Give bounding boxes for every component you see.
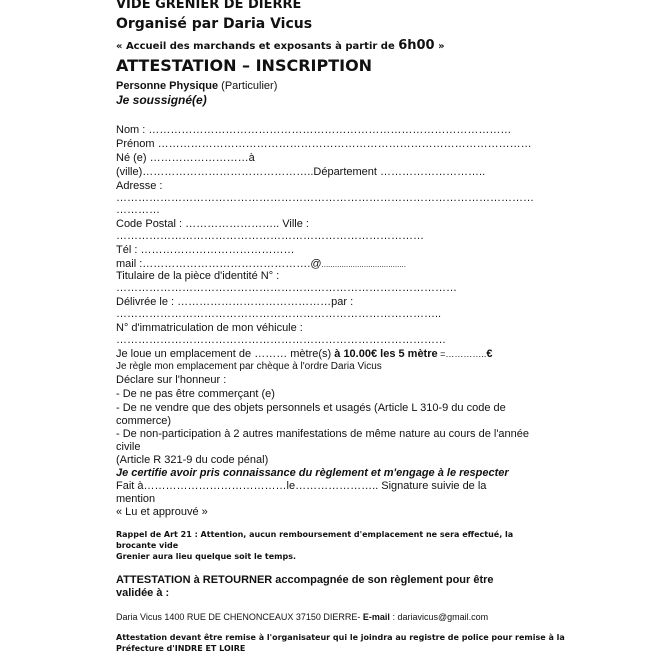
person-type-paren: (Particulier)	[218, 80, 278, 92]
event-title: VIDE GRENIER DE DIERRE	[116, 0, 302, 12]
mail-field	[116, 258, 406, 270]
address-line-2: …………	[116, 204, 160, 216]
refund-notice-line-3: Grenier aura lieu quelque soit le temps.	[116, 552, 297, 561]
declaration-item-2b: commerce)	[116, 415, 172, 427]
undersigned-label: Je soussigné(e)	[116, 93, 207, 107]
issued-field: Délivrée le : ……………………………………par :	[116, 296, 354, 308]
form-title: ATTESTATION – INSCRIPTION	[116, 56, 373, 75]
welcome-line	[116, 38, 445, 53]
issued-line: ……………………………………………………………………………..	[116, 308, 442, 320]
mail-suffix: ......................................	[321, 260, 406, 269]
signature-place-date: Fait à…………………………………le………………….. Signature suivie de la	[116, 480, 487, 492]
read-approved-label: « Lu et approuvé »	[116, 506, 208, 518]
address-label: Adresse :	[116, 180, 163, 192]
mail-at: @	[310, 258, 322, 270]
id-card-line: …………………………………………………………………………………	[116, 282, 457, 294]
rental-euro: €	[486, 348, 493, 360]
postal-code-field: Code Postal : …………………….. Ville :	[116, 218, 309, 230]
organizer-address	[116, 612, 488, 622]
police-notice-line-1: Attestation devant être remise à l'organisateur qui le joindra au registre de police pour remise à la	[116, 633, 565, 642]
email-value: : dariavicus@gmail.com	[389, 612, 489, 622]
declaration-item-1: - De ne pas être commerçant (e)	[116, 388, 275, 400]
rental-price: à 10.00€ les 5 mètre	[334, 348, 438, 360]
person-type-bold: Personne Physique	[116, 80, 219, 92]
vehicle-plate-line: ………………………………………………………………………………	[116, 334, 446, 346]
return-attestation-line-2: validée à :	[116, 587, 170, 599]
mention-label: mention	[116, 493, 156, 505]
birth-field: Né (e) ………………………à	[116, 152, 255, 164]
refund-notice-line-1: Rappel de Art 21 : Attention, aucun remboursement d'emplacement ne sera effectué, la	[116, 530, 514, 539]
address-text: Daria Vicus 1400 RUE DE CHENONCEAUX 37150 DIERRE-	[116, 612, 363, 622]
mail-prefix: mail :……………………………………….	[116, 258, 311, 270]
address-line-1: ……………………………………………………………………………………………………	[116, 192, 534, 204]
cheque-line: Je règle mon emplacement par chèque à l'ordre Daria Vicus	[116, 361, 382, 372]
certify-statement: Je certifie avoir pris connaissance du règlement et m'engage à le respecter	[116, 467, 509, 479]
rental-prefix: Je loue un emplacement de ……… mètre(s)	[116, 348, 335, 360]
prenom-field: Prénom …………………………………………………………………………………………	[116, 138, 532, 150]
declaration-item-3a: - De non-participation à 2 autres manifestations de même nature au cours de l'année	[116, 428, 530, 440]
return-attestation-line-1: ATTESTATION à RETOURNER accompagnée de son règlement pour être	[116, 574, 494, 586]
welcome-time: 6h00	[398, 38, 435, 53]
nom-field: Nom : ………………………………………………………………………………………	[116, 124, 512, 136]
refund-notice-line-2: brocante vide	[116, 541, 179, 550]
organizer-line: Organisé par Daria Vicus	[116, 16, 313, 32]
police-notice-line-2: Préfecture d'INDRE ET LOIRE	[116, 644, 246, 653]
declaration-item-2a: - De ne vendre que des objets personnels et usagés (Article L 310-9 du code de	[116, 402, 506, 414]
declaration-item-3b: civile	[116, 441, 141, 453]
declaration-item-3c: (Article R 321-9 du code pénal)	[116, 454, 269, 466]
declare-label: Déclare sur l'honneur :	[116, 374, 227, 386]
id-card-field: Titulaire de la pièce d'identité N° :	[116, 270, 280, 282]
postal-code-line: …………………………………………………………………………	[116, 230, 424, 242]
rental-suffix: =…………..	[437, 349, 487, 359]
welcome-prefix: « Accueil des marchands et exposants à partir de	[116, 41, 399, 52]
email-label: E-mail	[362, 612, 390, 622]
birth-city-field: (ville)………………………………………..Département ………………………..	[116, 166, 486, 178]
person-type	[116, 80, 277, 92]
rental-line	[116, 348, 493, 360]
welcome-suffix: »	[434, 41, 445, 52]
vehicle-plate-field: N° d'immatriculation de mon véhicule :	[116, 322, 303, 334]
phone-field: Tél : ……………………………………	[116, 244, 295, 256]
